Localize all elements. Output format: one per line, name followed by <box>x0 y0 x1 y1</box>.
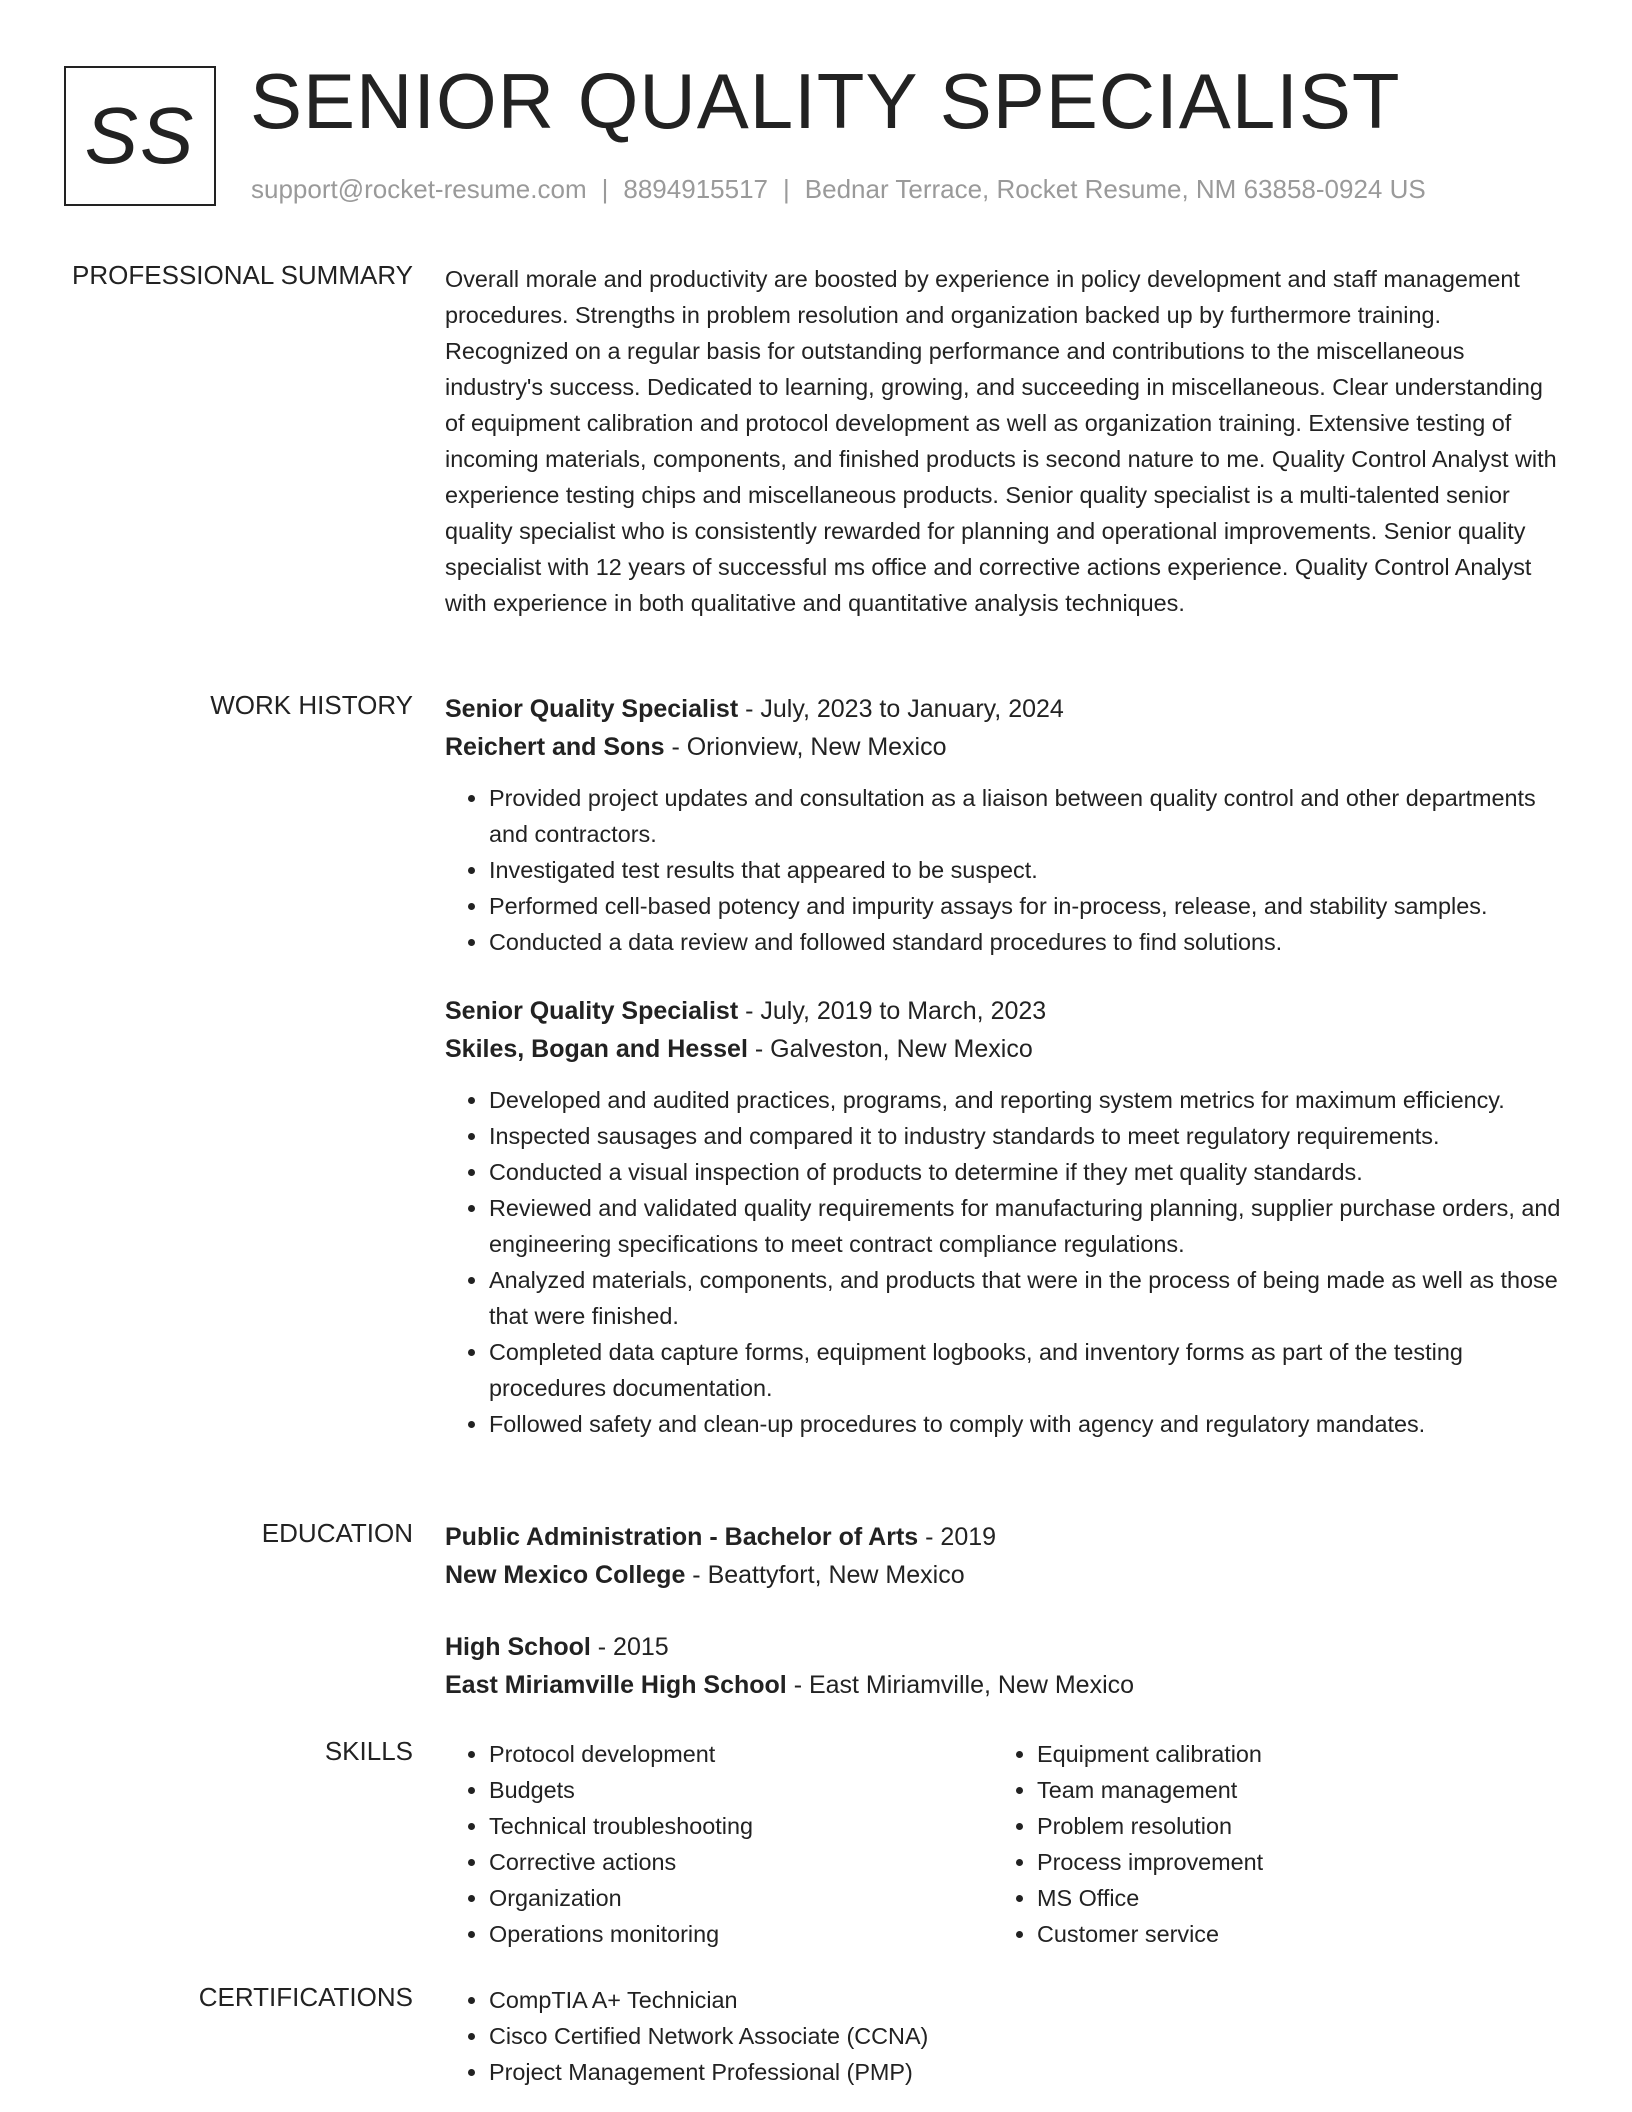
section-title-summary: PROFESSIONAL SUMMARY <box>72 260 413 290</box>
job-entry <box>445 992 1565 1442</box>
contact-address: Bednar Terrace, Rocket Resume, NM 63858-0924 US <box>804 174 1426 204</box>
job-title-line <box>445 992 1565 1030</box>
job-company: Reichert and Sons <box>445 733 665 761</box>
section-title-education: EDUCATION <box>261 1518 413 1548</box>
skill-item: • Technical troubleshooting <box>489 1808 993 1844</box>
contact-email[interactable]: support@rocket-resume.com <box>251 174 587 204</box>
section-title-work-history: WORK HISTORY <box>210 690 413 720</box>
education-school: East Miriamville High School <box>445 1671 787 1699</box>
skill-item: • Equipment calibration <box>1037 1736 1541 1772</box>
job-dates: - July, 2023 to January, 2024 <box>738 695 1064 723</box>
list-item: • Developed and audited practices, programs, and reporting system metrics for maximum efficiency. <box>489 1082 1565 1118</box>
job-role: Senior Quality Specialist <box>445 695 739 723</box>
job-location: - Galveston, New Mexico <box>747 1035 1033 1063</box>
education-location: - East Miriamville, New Mexico <box>786 1671 1135 1699</box>
certification-item: • Project Management Professional (PMP) <box>489 2054 1565 2090</box>
certification-item: • Cisco Certified Network Associate (CCNA) <box>489 2018 1565 2054</box>
contact-phone[interactable]: 8894915517 <box>623 174 768 204</box>
list-item: • Investigated test results that appeared to be suspect. <box>489 852 1565 888</box>
job-title-line <box>445 690 1565 728</box>
education-year: - 2019 <box>918 1523 997 1551</box>
job-role: Senior Quality Specialist <box>445 997 739 1025</box>
skill-item: • Problem resolution <box>1037 1808 1541 1844</box>
section-title-certifications: CERTIFICATIONS <box>198 1982 413 2012</box>
certifications-list <box>445 1982 1565 2090</box>
skills-column-right <box>993 1736 1541 1952</box>
job-entry <box>445 690 1565 960</box>
job-bullets <box>445 780 1565 960</box>
summary-text: Overall morale and productivity are boosted by experience in policy development and staff management procedures. Strengths in problem resolution and organization backed up by furthermore training. Recognized on a regular basis for outstanding performance and contributions to the miscellaneous industry's success. Dedicated to learning, growing, and succeeding in miscellaneous. Clear understanding of equipment calibration and protocol development as well as organization training. Extensive testing of incoming materials, components, and finished products is second nature to me. Quality Control Analyst with experience testing chips and miscellaneous products. Senior quality specialist is a multi-talented senior quality specialist who is consistently rewarded for planning and operational improvements. Senior quality specialist with 12 years of successful ms office and corrective actions experience. Quality Control Analyst with experience in both qualitative and quantitative analysis techniques. <box>445 266 1557 616</box>
skill-item: • Team management <box>1037 1772 1541 1808</box>
skill-item: • Corrective actions <box>489 1844 993 1880</box>
education-school-line <box>445 1666 1565 1704</box>
job-company-line <box>445 728 1565 766</box>
job-location: - Orionview, New Mexico <box>664 733 947 761</box>
list-item: • Inspected sausages and compared it to industry standards to meet regulatory requirements. <box>489 1118 1565 1154</box>
education-degree: Public Administration - Bachelor of Arts <box>445 1523 919 1551</box>
education-degree-line <box>445 1628 1565 1666</box>
list-item: • Performed cell-based potency and impurity assays for in-process, release, and stability samples. <box>489 888 1565 924</box>
list-item: • Provided project updates and consultation as a liaison between quality control and other departments and contractors. <box>489 780 1565 852</box>
section-title-skills: SKILLS <box>324 1736 413 1766</box>
education-school-line <box>445 1556 1565 1594</box>
skills-column-left <box>445 1736 993 1952</box>
list-item: • Conducted a data review and followed standard procedures to find solutions. <box>489 924 1565 960</box>
list-item: • Completed data capture forms, equipment logbooks, and inventory forms as part of the testing procedures documentation. <box>489 1334 1565 1406</box>
education-location: - Beattyfort, New Mexico <box>685 1561 965 1589</box>
list-item: • Analyzed materials, components, and products that were in the process of being made as well as those that were finished. <box>489 1262 1565 1334</box>
page-title: SENIOR QUALITY SPECIALIST <box>250 57 1401 145</box>
education-year: - 2015 <box>590 1633 669 1661</box>
list-item: • Reviewed and validated quality requirements for manufacturing planning, supplier purchase orders, and engineering specifications to meet contract compliance regulations. <box>489 1190 1565 1262</box>
contact-separator: | <box>783 174 790 204</box>
job-company-line <box>445 1030 1565 1068</box>
job-dates: - July, 2019 to March, 2023 <box>738 997 1047 1025</box>
list-item: • Conducted a visual inspection of products to determine if they met quality standards. <box>489 1154 1565 1190</box>
skill-item: • Process improvement <box>1037 1844 1541 1880</box>
education-degree-line <box>445 1518 1565 1556</box>
skill-item: • Organization <box>489 1880 993 1916</box>
monogram: SS <box>64 66 216 206</box>
contact-line <box>251 174 1426 205</box>
skills-grid <box>445 1736 1565 1952</box>
skill-item: • MS Office <box>1037 1880 1541 1916</box>
skill-item: • Protocol development <box>489 1736 993 1772</box>
skill-item: • Budgets <box>489 1772 993 1808</box>
education-degree: High School <box>445 1633 591 1661</box>
job-company: Skiles, Bogan and Hessel <box>445 1035 748 1063</box>
list-item: • Followed safety and clean-up procedures to comply with agency and regulatory mandates. <box>489 1406 1565 1442</box>
job-bullets <box>445 1082 1565 1442</box>
contact-separator: | <box>601 174 609 204</box>
education-school: New Mexico College <box>445 1561 686 1589</box>
education-entry <box>445 1518 1565 1594</box>
skill-item: • Operations monitoring <box>489 1916 993 1952</box>
education-entry <box>445 1628 1565 1704</box>
certification-item: • CompTIA A+ Technician <box>489 1982 1565 2018</box>
skill-item: • Customer service <box>1037 1916 1541 1952</box>
